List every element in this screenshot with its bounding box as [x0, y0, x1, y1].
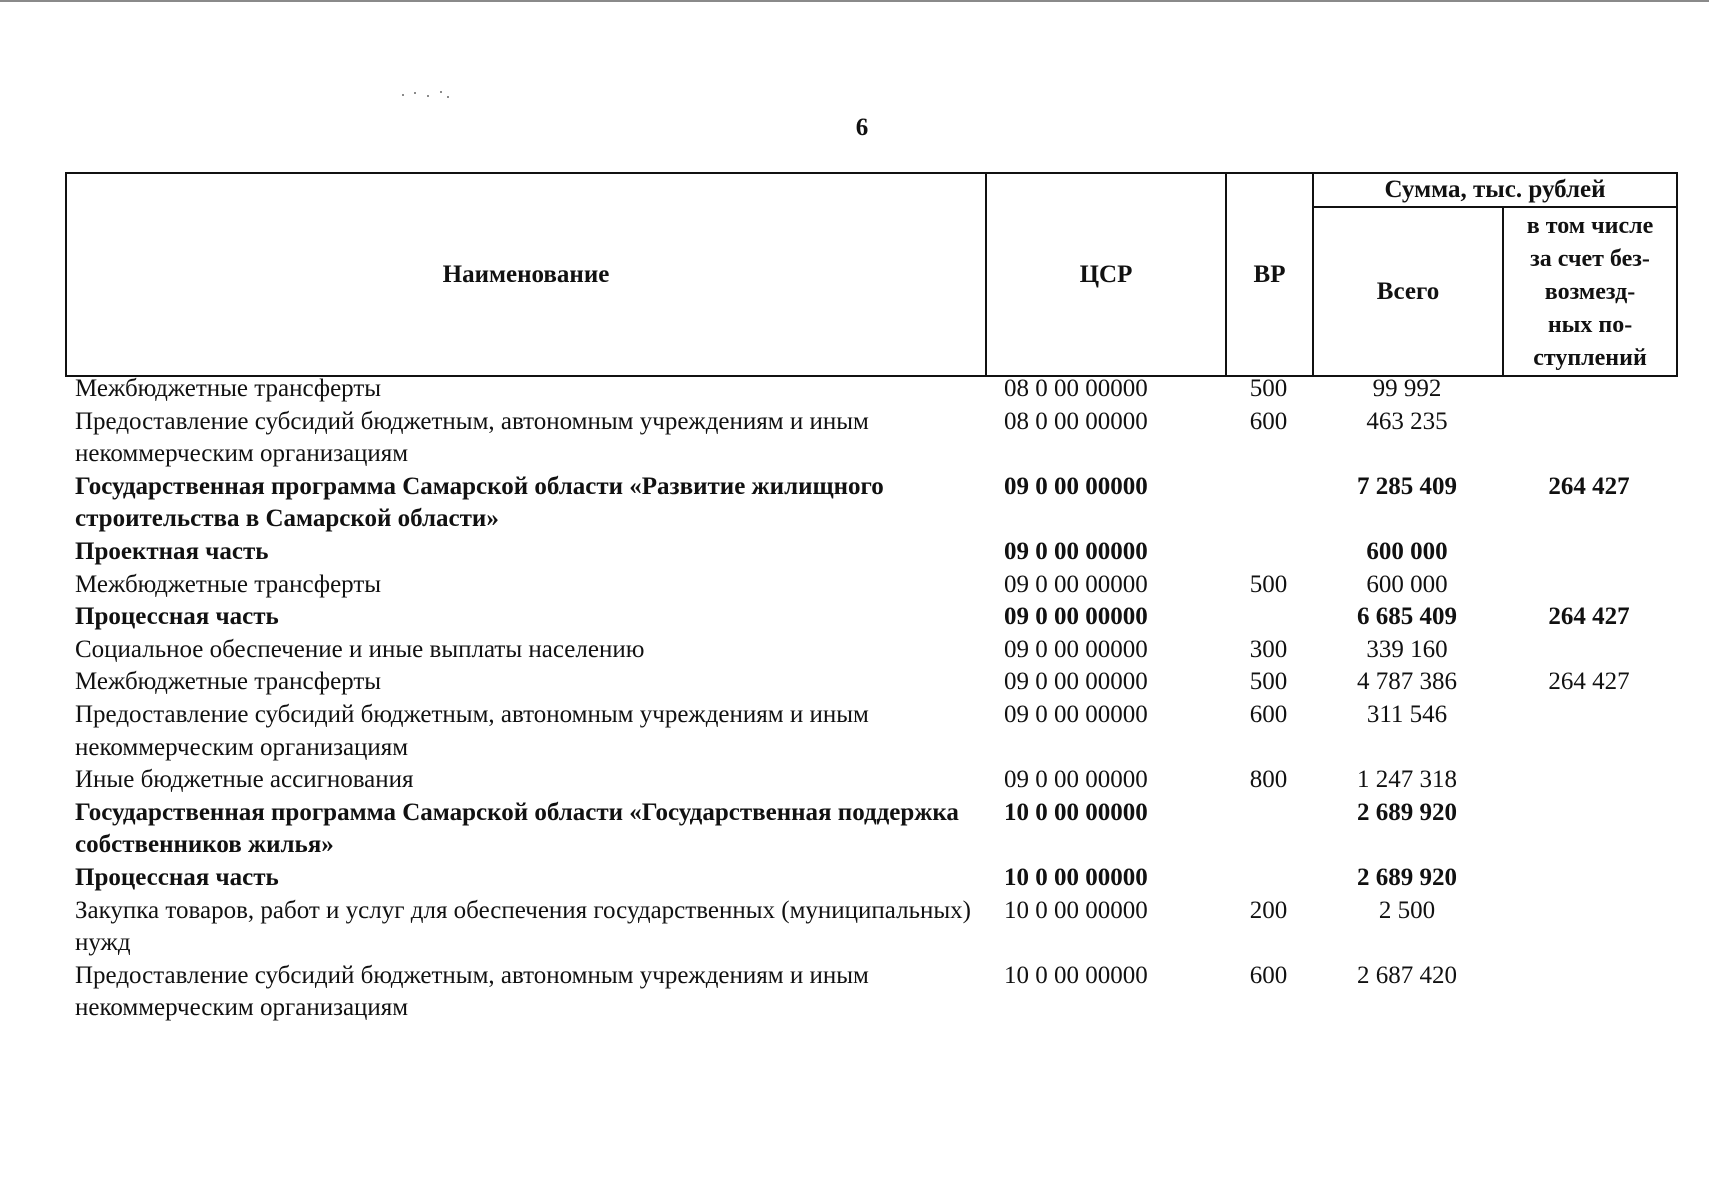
row-total: 2 500	[1378, 896, 1436, 924]
row-csr: 09 0 00 00000	[1004, 635, 1148, 663]
row-total: 2 689 920	[1357, 863, 1457, 891]
row-vr: 600	[1249, 700, 1288, 728]
header-name: Наименование	[66, 173, 986, 376]
header-including-line: ступлений	[1533, 345, 1647, 371]
row-including	[1502, 764, 1676, 797]
row-including: 264 427	[1548, 668, 1630, 696]
row-csr: 09 0 00 00000	[1004, 766, 1148, 794]
table-row	[65, 666, 1676, 699]
row-name: Предоставление субсидий бюджетным, автономным учреждениям и иным некоммерческим организациям	[75, 700, 869, 761]
row-name: Межбюджетные трансферты	[75, 375, 382, 402]
header-total: Всего	[1313, 207, 1503, 376]
row-including: 264 427	[1548, 472, 1630, 500]
row-total: 463 235	[1366, 407, 1448, 435]
scan-speck	[402, 94, 404, 96]
header-including	[1503, 207, 1677, 376]
table-row	[65, 960, 1676, 1025]
table-row	[65, 601, 1676, 634]
row-name: Процессная часть	[75, 603, 279, 631]
row-including	[1502, 634, 1676, 667]
row-csr: 08 0 00 00000	[1004, 407, 1148, 435]
row-name: Проектная часть	[75, 537, 269, 565]
row-csr: 09 0 00 00000	[1004, 700, 1148, 728]
scan-speck	[440, 91, 442, 93]
row-vr	[1225, 862, 1312, 895]
row-name: Межбюджетные трансферты	[75, 668, 382, 696]
row-including	[1502, 797, 1676, 862]
row-including	[1502, 960, 1676, 1025]
row-csr: 10 0 00 00000	[1004, 863, 1148, 891]
row-name: Процессная часть	[75, 863, 279, 891]
row-including	[1502, 536, 1676, 569]
row-total: 4 787 386	[1357, 668, 1457, 696]
row-csr: 10 0 00 00000	[1004, 798, 1148, 826]
row-csr: 08 0 00 00000	[1004, 375, 1148, 402]
row-csr: 10 0 00 00000	[1004, 896, 1148, 924]
row-name: Государственная программа Самарской области «Развитие жилищного строительства в Самарской области»	[75, 472, 884, 533]
row-csr: 09 0 00 00000	[1004, 603, 1148, 631]
row-including	[1502, 699, 1676, 764]
table-row	[65, 406, 1676, 471]
row-vr: 600	[1249, 407, 1288, 435]
row-vr: 600	[1249, 961, 1288, 989]
row-csr: 09 0 00 00000	[1004, 537, 1148, 565]
row-vr	[1225, 536, 1312, 569]
row-name: Предоставление субсидий бюджетным, автономным учреждениям и иным некоммерческим организациям	[75, 407, 869, 468]
top-border-line	[0, 0, 1709, 2]
row-name: Иные бюджетные ассигнования	[75, 766, 414, 794]
row-total: 2 689 920	[1357, 798, 1457, 826]
row-vr: 300	[1249, 635, 1288, 663]
row-name: Государственная программа Самарской области «Государственная поддержка собственников жилья»	[75, 798, 959, 859]
table-row	[65, 895, 1676, 960]
row-name: Социальное обеспечение и иные выплаты населению	[75, 635, 645, 663]
row-total: 99 992	[1372, 375, 1442, 402]
row-csr: 10 0 00 00000	[1004, 961, 1148, 989]
row-name: Межбюджетные трансферты	[75, 570, 382, 598]
row-vr	[1225, 471, 1312, 536]
table-row	[65, 471, 1676, 536]
header-csr: ЦСР	[986, 173, 1226, 376]
row-total: 600 000	[1366, 537, 1448, 565]
row-vr	[1225, 601, 1312, 634]
header-vr: ВР	[1226, 173, 1313, 376]
row-including: 264 427	[1548, 603, 1630, 631]
row-vr: 500	[1249, 570, 1288, 598]
row-total: 6 685 409	[1357, 603, 1457, 631]
row-csr: 09 0 00 00000	[1004, 570, 1148, 598]
row-including	[1502, 569, 1676, 602]
table-body	[65, 373, 1676, 1025]
header-including-line: за счет без-	[1530, 246, 1650, 272]
page-number: 6	[855, 114, 869, 141]
row-total: 339 160	[1366, 635, 1448, 663]
row-vr	[1225, 797, 1312, 862]
table-header	[65, 172, 1678, 377]
row-total: 1 247 318	[1357, 766, 1457, 794]
row-vr: 800	[1249, 766, 1288, 794]
row-including	[1502, 895, 1676, 960]
table-row	[65, 569, 1676, 602]
row-name: Закупка товаров, работ и услуг для обеспечения государственных (муниципальных) нужд	[75, 896, 971, 957]
row-vr: 500	[1249, 668, 1288, 696]
row-vr: 200	[1249, 896, 1288, 924]
table-row	[65, 862, 1676, 895]
row-total: 311 546	[1366, 700, 1448, 728]
table-row	[65, 699, 1676, 764]
header-including-line: возмезд-	[1544, 279, 1636, 305]
table-row	[65, 797, 1676, 862]
table-row	[65, 373, 1676, 406]
row-including	[1502, 862, 1676, 895]
scan-speck	[414, 92, 416, 94]
scan-speck	[427, 95, 429, 97]
scan-speck	[447, 96, 449, 98]
table-row	[65, 634, 1676, 667]
header-including-line: ных по-	[1547, 312, 1633, 338]
table-row	[65, 764, 1676, 797]
row-total: 7 285 409	[1357, 472, 1457, 500]
header-including-line: в том числе	[1526, 213, 1654, 239]
row-vr: 500	[1249, 375, 1288, 402]
row-total: 600 000	[1366, 570, 1448, 598]
row-name: Предоставление субсидий бюджетным, автономным учреждениям и иным некоммерческим организациям	[75, 961, 869, 1022]
header-sum: Сумма, тыс. рублей	[1313, 173, 1677, 207]
table-row	[65, 536, 1676, 569]
row-total: 2 687 420	[1357, 961, 1457, 989]
row-including	[1502, 406, 1676, 471]
row-csr: 09 0 00 00000	[1004, 668, 1148, 696]
row-csr: 09 0 00 00000	[1004, 472, 1148, 500]
row-including	[1502, 373, 1676, 406]
